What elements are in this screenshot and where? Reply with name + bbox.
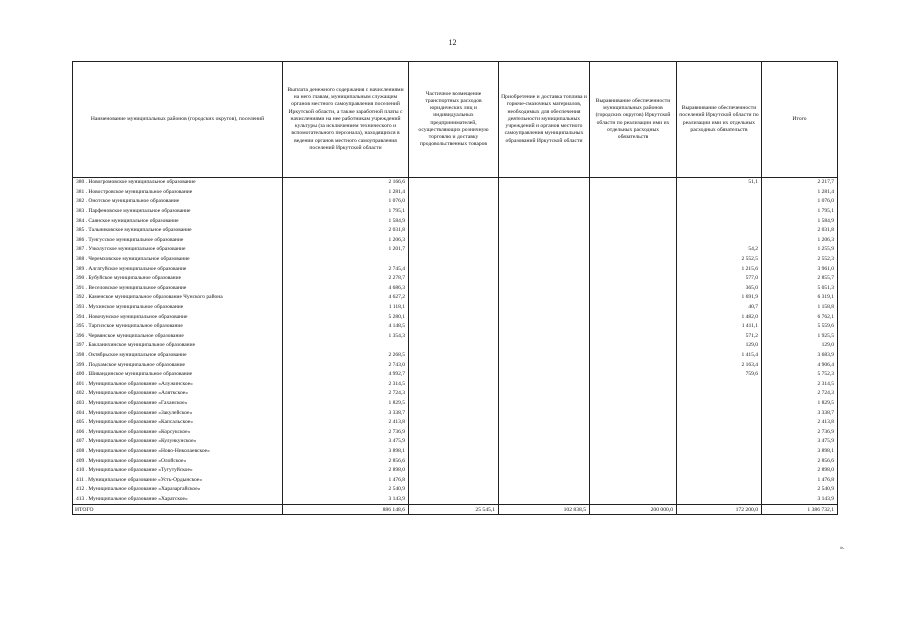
fuel-purchase [499, 284, 590, 294]
row-total: 2 552,3 [762, 255, 838, 265]
row-total: 129,0 [762, 341, 838, 351]
settlement-equalization: 365,0 [677, 284, 762, 294]
header-transport-compensation: Частичное возмещение транспортных расходов юридических лиц и индивидуальных предпринимателей, осуществляющих розничную торговлю и доставку продовольственных товаров [409, 62, 499, 178]
table-row [73, 284, 838, 294]
settlement-equalization: 51,1 [677, 178, 762, 188]
district-equalization [590, 418, 677, 428]
table-row [73, 456, 838, 466]
transport-compensation [409, 360, 499, 370]
fuel-purchase [499, 322, 590, 332]
transport-compensation [409, 495, 499, 505]
row-total: 1 476,8 [762, 475, 838, 485]
district-equalization [590, 216, 677, 226]
fuel-purchase [499, 245, 590, 255]
transport-compensation [409, 207, 499, 217]
row-total: 3 475,9 [762, 437, 838, 447]
municipality-name: 398 . Октябрьское муниципальное образование [73, 351, 283, 361]
transport-compensation [409, 341, 499, 351]
table-row [73, 427, 838, 437]
row-total: 2 855,7 [762, 274, 838, 284]
transport-compensation [409, 274, 499, 284]
table-row [73, 351, 838, 361]
table-row [73, 255, 838, 265]
table-row [73, 264, 838, 274]
salary-payments: 2 856,6 [283, 456, 409, 466]
settlement-equalization: 1 215,6 [677, 264, 762, 274]
salary-payments: 2 413,8 [283, 418, 409, 428]
district-equalization [590, 178, 677, 188]
municipality-name: 408 . Муниципальное образование «Ново-Николаевское» [73, 447, 283, 457]
transport-compensation [409, 447, 499, 457]
table-row [73, 178, 838, 188]
table-row [73, 236, 838, 246]
table-row [73, 408, 838, 418]
transport-compensation [409, 379, 499, 389]
salary-payments: 1 795,1 [283, 207, 409, 217]
municipality-name: 410 . Муниципальное образование «Тугутуйское» [73, 466, 283, 476]
fuel-purchase [499, 332, 590, 342]
salary-payments: 4 686,3 [283, 284, 409, 294]
salary-payments: 4 992,7 [283, 370, 409, 380]
table-row [73, 332, 838, 342]
fuel-purchase [499, 197, 590, 207]
district-equalization [590, 264, 677, 274]
fuel-purchase [499, 312, 590, 322]
municipality-name: 384 . Саянское муниципальное образование [73, 216, 283, 226]
table-row [73, 322, 838, 332]
row-total: 2 856,6 [762, 456, 838, 466]
municipality-name: 406 . Муниципальное образование «Корсукское» [73, 427, 283, 437]
salary-payments: 2 743,0 [283, 360, 409, 370]
total-label: ИТОГО [73, 505, 283, 515]
row-total: 2 413,8 [762, 418, 838, 428]
settlement-equalization: 1 691,9 [677, 293, 762, 303]
settlement-equalization: 759,6 [677, 370, 762, 380]
municipality-name: 396 . Червянское муниципальное образование [73, 332, 283, 342]
salary-payments: 2 736,9 [283, 427, 409, 437]
table-row [73, 475, 838, 485]
transport-compensation [409, 245, 499, 255]
table-row [73, 399, 838, 409]
salary-payments: 3 475,9 [283, 437, 409, 447]
row-total: 4 906,4 [762, 360, 838, 370]
settlement-equalization: 2 163,4 [677, 360, 762, 370]
fuel-purchase [499, 495, 590, 505]
salary-payments: 1 584,9 [283, 216, 409, 226]
salary-payments: 4 148,5 [283, 322, 409, 332]
table-row [73, 245, 838, 255]
settlement-equalization: 1 482,0 [677, 312, 762, 322]
district-equalization [590, 437, 677, 447]
transport-compensation [409, 284, 499, 294]
fuel-purchase [499, 274, 590, 284]
district-equalization [590, 466, 677, 476]
fuel-purchase [499, 475, 590, 485]
municipality-name: 393 . Мухинское муниципальное образование [73, 303, 283, 313]
municipality-name: 390 . Бубуйское муниципальное образование [73, 274, 283, 284]
fuel-purchase [499, 456, 590, 466]
district-equalization [590, 188, 677, 198]
transport-compensation [409, 216, 499, 226]
fuel-purchase [499, 437, 590, 447]
municipality-name: 394 . Новочунское муниципальное образование [73, 312, 283, 322]
salary-payments: 2 898,0 [283, 466, 409, 476]
row-total: 1 158,8 [762, 303, 838, 313]
district-equalization [590, 370, 677, 380]
fuel-purchase [499, 379, 590, 389]
fuel-purchase [499, 341, 590, 351]
municipality-name: 412 . Муниципальное образование «Харазаргайское» [73, 485, 283, 495]
district-equalization [590, 274, 677, 284]
district-equalization [590, 351, 677, 361]
fuel-purchase [499, 351, 590, 361]
row-total: 2 724,3 [762, 389, 838, 399]
municipality-name: 383 . Парфеновское муниципальное образование [73, 207, 283, 217]
municipality-name: 388 . Черемховское муниципальное образование [73, 255, 283, 265]
page-number: 12 [448, 38, 457, 47]
salary-payments: 3 143,9 [283, 495, 409, 505]
total-district-equalization: 200 000,0 [590, 505, 677, 515]
table-row [73, 437, 838, 447]
fuel-purchase [499, 485, 590, 495]
table-row [73, 207, 838, 217]
settlement-equalization [677, 456, 762, 466]
municipality-name: 403 . Муниципальное образование «Гаханское» [73, 399, 283, 409]
salary-payments: 2 314,5 [283, 379, 409, 389]
settlement-equalization [677, 226, 762, 236]
settlement-equalization [677, 216, 762, 226]
transport-compensation [409, 332, 499, 342]
district-equalization [590, 379, 677, 389]
header-total: Итого [762, 62, 838, 178]
table-row [73, 197, 838, 207]
salary-payments: 1 354,3 [283, 332, 409, 342]
municipality-name: 385 . Тальниковское муниципальное образование [73, 226, 283, 236]
settlement-equalization: 2 552,5 [677, 255, 762, 265]
table-row [73, 226, 838, 236]
salary-payments: 1 829,5 [283, 399, 409, 409]
row-total: 6 762,1 [762, 312, 838, 322]
district-equalization [590, 399, 677, 409]
municipality-name: 413 . Муниципальное образование «Харатское» [73, 495, 283, 505]
municipality-name: 407 . Муниципальное образование «Кулункунское» [73, 437, 283, 447]
transport-compensation [409, 427, 499, 437]
table-row [73, 466, 838, 476]
settlement-equalization [677, 207, 762, 217]
fuel-purchase [499, 303, 590, 313]
municipality-name: 401 . Муниципальное образование «Алужинское» [73, 379, 283, 389]
district-equalization [590, 360, 677, 370]
table-row [73, 303, 838, 313]
header-settlement-equalization: Выравнивание обеспеченности поселений Иркутской области по реализации ими их отдельных расходных обязательств [677, 62, 762, 178]
municipality-name: 399 . Подхамское муниципальное образование [73, 360, 283, 370]
settlement-equalization: 54,2 [677, 245, 762, 255]
district-equalization [590, 245, 677, 255]
settlement-equalization [677, 188, 762, 198]
header-municipality: Наименование муниципальных районов (городских округов), поселений [73, 62, 283, 178]
district-equalization [590, 475, 677, 485]
settlement-equalization [677, 399, 762, 409]
fuel-purchase [499, 427, 590, 437]
district-equalization [590, 236, 677, 246]
header-fuel-purchase: Приобретение и доставка топлива и горюче-смазочных материалов, необходимых для обеспечения деятельности муниципальных учреждений и органов местного самоуправления муниципальных образований Иркутской области [499, 62, 590, 178]
municipality-name: 397 . Бакланихинское муниципальное образование [73, 341, 283, 351]
district-equalization [590, 389, 677, 399]
salary-payments: 1 118,1 [283, 303, 409, 313]
transport-compensation [409, 178, 499, 188]
total-transport-compensation: 25 545,1 [409, 505, 499, 515]
transport-compensation [409, 466, 499, 476]
fuel-purchase [499, 360, 590, 370]
fuel-purchase [499, 178, 590, 188]
salary-payments [283, 255, 409, 265]
row-total: 1 925,5 [762, 332, 838, 342]
transport-compensation [409, 408, 499, 418]
settlement-equalization [677, 379, 762, 389]
settlement-equalization [677, 475, 762, 485]
municipality-name: 404 . Муниципальное образование «Закулейское» [73, 408, 283, 418]
municipality-name: 411 . Муниципальное образование «Усть-Ордынское» [73, 475, 283, 485]
salary-payments: 2 745,4 [283, 264, 409, 274]
settlement-equalization [677, 447, 762, 457]
closing-quote-mark: ». [840, 545, 845, 551]
table-row [73, 274, 838, 284]
district-equalization [590, 341, 677, 351]
transport-compensation [409, 418, 499, 428]
table-row [73, 188, 838, 198]
district-equalization [590, 312, 677, 322]
settlement-equalization: 40,7 [677, 303, 762, 313]
row-total: 1 584,9 [762, 216, 838, 226]
fuel-purchase [499, 447, 590, 457]
fuel-purchase [499, 188, 590, 198]
transport-compensation [409, 322, 499, 332]
row-total: 3 338,7 [762, 408, 838, 418]
transport-compensation [409, 188, 499, 198]
transport-compensation [409, 255, 499, 265]
row-total: 1 281,4 [762, 188, 838, 198]
salary-payments: 2 540,9 [283, 485, 409, 495]
settlement-equalization [677, 236, 762, 246]
municipality-name: 387 . Узколугское муниципальное образование [73, 245, 283, 255]
municipality-name: 405 . Муниципальное образование «Капсальское» [73, 418, 283, 428]
district-equalization [590, 408, 677, 418]
total-settlement-equalization: 172 200,0 [677, 505, 762, 515]
fuel-purchase [499, 207, 590, 217]
salary-payments: 2 278,7 [283, 274, 409, 284]
settlement-equalization: 1 415,4 [677, 351, 762, 361]
total-salary-payments: 886 148,6 [283, 505, 409, 515]
table-row [73, 360, 838, 370]
header-salary-payments: Выплата денежного содержания с начислениями на него главам, муниципальным служащим органов местного самоуправления поселений Иркутской области, а также заработной платы с начислениями на нее работникам учреждений культуры (за исключением технического и вспомогательного персонала), находящихся в ведении органов местного самоуправления поселений Иркутской области [283, 62, 409, 178]
fuel-purchase [499, 466, 590, 476]
row-total: 3 961,0 [762, 264, 838, 274]
settlement-equalization [677, 389, 762, 399]
table-row [73, 418, 838, 428]
settlement-equalization [677, 197, 762, 207]
total-fuel-purchase: 102 838,5 [499, 505, 590, 515]
fuel-purchase [499, 370, 590, 380]
transport-compensation [409, 303, 499, 313]
transport-compensation [409, 226, 499, 236]
table-row [73, 216, 838, 226]
settlement-equalization [677, 408, 762, 418]
fuel-purchase [499, 418, 590, 428]
fuel-purchase [499, 408, 590, 418]
district-equalization [590, 303, 677, 313]
settlement-equalization [677, 437, 762, 447]
municipality-name: 400 . Шивандинское муниципальное образование [73, 370, 283, 380]
municipality-name: 380 . Новогромовское муниципальное образование [73, 178, 283, 188]
municipality-name: 395 . Таргизское муниципальное образование [73, 322, 283, 332]
table-row [73, 370, 838, 380]
settlement-equalization: 1 411,1 [677, 322, 762, 332]
fuel-purchase [499, 255, 590, 265]
salary-payments: 4 627,2 [283, 293, 409, 303]
settlement-equalization [677, 466, 762, 476]
fuel-purchase [499, 293, 590, 303]
settlement-equalization [677, 495, 762, 505]
table-header-row [73, 62, 838, 178]
row-total: 6 319,1 [762, 293, 838, 303]
transport-compensation [409, 437, 499, 447]
row-total: 2 314,5 [762, 379, 838, 389]
transport-compensation [409, 485, 499, 495]
district-equalization [590, 485, 677, 495]
salary-payments: 3 898,1 [283, 447, 409, 457]
table-row [73, 341, 838, 351]
row-total: 1 829,5 [762, 399, 838, 409]
settlement-equalization [677, 485, 762, 495]
row-total: 2 540,9 [762, 485, 838, 495]
fuel-purchase [499, 226, 590, 236]
total-row [73, 505, 838, 515]
salary-payments: 5 280,1 [283, 312, 409, 322]
district-equalization [590, 255, 677, 265]
row-total: 1 076,0 [762, 197, 838, 207]
municipality-name: 382 . Онотское муниципальное образование [73, 197, 283, 207]
transport-compensation [409, 293, 499, 303]
row-total: 1 255,9 [762, 245, 838, 255]
district-equalization [590, 332, 677, 342]
transport-compensation [409, 370, 499, 380]
table-row [73, 485, 838, 495]
settlement-equalization: 571,2 [677, 332, 762, 342]
table-row [73, 312, 838, 322]
appropriations-table [72, 61, 838, 515]
salary-payments: 1 281,4 [283, 188, 409, 198]
row-total: 2 217,7 [762, 178, 838, 188]
salary-payments: 1 076,0 [283, 197, 409, 207]
district-equalization [590, 207, 677, 217]
row-total: 3 898,1 [762, 447, 838, 457]
salary-payments [283, 341, 409, 351]
row-total: 1 795,1 [762, 207, 838, 217]
district-equalization [590, 427, 677, 437]
municipality-name: 392 . Каменское муниципальное образование Чунского района [73, 293, 283, 303]
district-equalization [590, 447, 677, 457]
salary-payments: 2 031,8 [283, 226, 409, 236]
transport-compensation [409, 312, 499, 322]
municipality-name: 386 . Тунгусское муниципальное образование [73, 236, 283, 246]
salary-payments: 1 201,7 [283, 245, 409, 255]
salary-payments: 1 476,8 [283, 475, 409, 485]
salary-payments: 2 724,3 [283, 389, 409, 399]
transport-compensation [409, 389, 499, 399]
municipality-name: 389 . Алгатуйское муниципальное образование [73, 264, 283, 274]
transport-compensation [409, 236, 499, 246]
settlement-equalization [677, 427, 762, 437]
transport-compensation [409, 399, 499, 409]
settlement-equalization: 577,0 [677, 274, 762, 284]
transport-compensation [409, 456, 499, 466]
municipality-name: 409 . Муниципальное образование «Олойское» [73, 456, 283, 466]
transport-compensation [409, 197, 499, 207]
header-district-equalization: Выравнивание обеспеченности муниципальных районов (городских округов) Иркутской области по реализации ими их отдельных расходных обязательств [590, 62, 677, 178]
district-equalization [590, 197, 677, 207]
table-row [73, 447, 838, 457]
row-total: 5 051,3 [762, 284, 838, 294]
transport-compensation [409, 351, 499, 361]
fuel-purchase [499, 216, 590, 226]
row-total: 1 206,3 [762, 236, 838, 246]
fuel-purchase [499, 389, 590, 399]
transport-compensation [409, 475, 499, 485]
settlement-equalization [677, 418, 762, 428]
row-total: 5 559,6 [762, 322, 838, 332]
district-equalization [590, 495, 677, 505]
fuel-purchase [499, 264, 590, 274]
table-row [73, 389, 838, 399]
municipality-name: 402 . Муниципальное образование «Аляткское» [73, 389, 283, 399]
total-grand: 1 386 732,1 [762, 505, 838, 515]
row-total: 3 143,9 [762, 495, 838, 505]
district-equalization [590, 456, 677, 466]
district-equalization [590, 284, 677, 294]
municipality-name: 391 . Веселовское муниципальное образование [73, 284, 283, 294]
transport-compensation [409, 264, 499, 274]
salary-payments: 1 206,3 [283, 236, 409, 246]
row-total: 2 898,0 [762, 466, 838, 476]
table-row [73, 495, 838, 505]
table-row [73, 293, 838, 303]
salary-payments: 2 166,6 [283, 178, 409, 188]
municipality-name: 381 . Новостровское муниципальное образование [73, 188, 283, 198]
row-total: 3 683,9 [762, 351, 838, 361]
settlement-equalization: 129,0 [677, 341, 762, 351]
table-row [73, 379, 838, 389]
district-equalization [590, 322, 677, 332]
row-total: 2 031,8 [762, 226, 838, 236]
fuel-purchase [499, 236, 590, 246]
district-equalization [590, 293, 677, 303]
district-equalization [590, 226, 677, 236]
salary-payments: 2 268,5 [283, 351, 409, 361]
row-total: 5 752,3 [762, 370, 838, 380]
salary-payments: 3 338,7 [283, 408, 409, 418]
row-total: 2 736,9 [762, 427, 838, 437]
fuel-purchase [499, 399, 590, 409]
